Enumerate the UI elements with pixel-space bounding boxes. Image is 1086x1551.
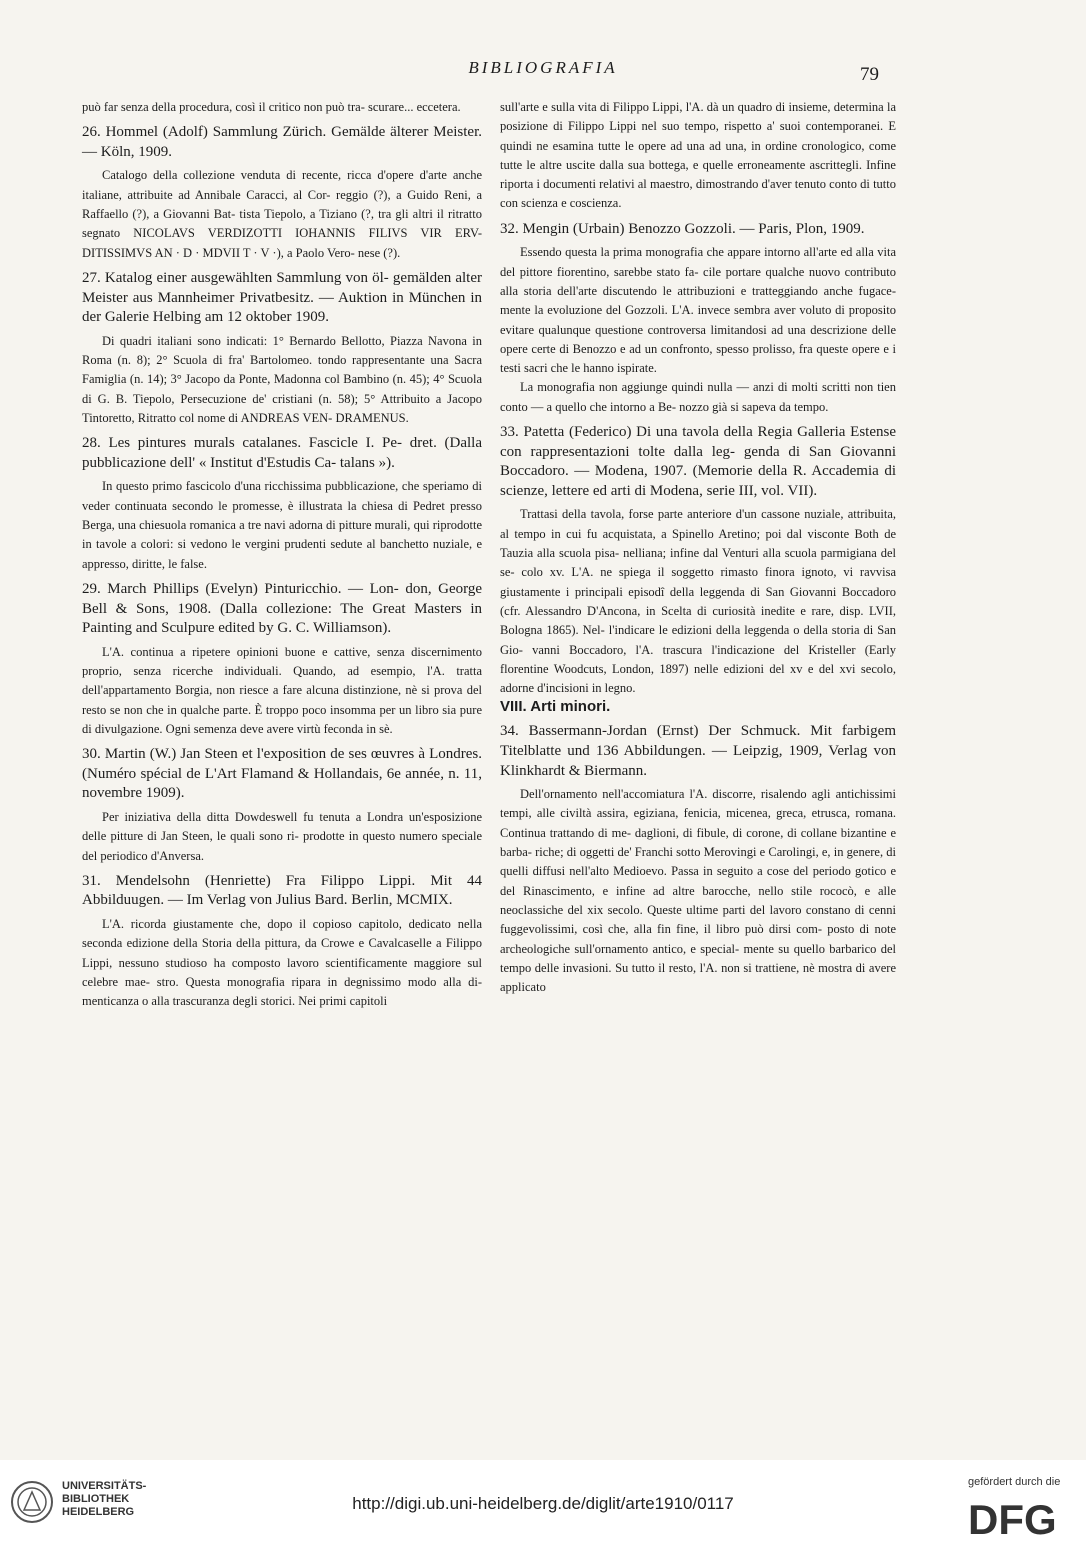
entry-31: 31. Mendelsohn (Henriette) Fra Filippo Lippi. Mit 44 Abbilduugen. — Im Verlag von Julius Bard. Berlin, MCMIX.	[82, 872, 482, 909]
right-column	[500, 98, 896, 997]
paragraph: Dell'ornamento nell'accomiatura l'A. discorre, risalendo agli antichissimi tempi, alle civiltà assira, egiziana, fenicia, micenea, greca, etrusca, romana. Continua trattando di me- daglioni, di fibule, di corone, di collane bizantine e barba- riche; di oggetti de' Franchi sotto Merovingi e Carolingi, e, in genere, di quelli diffusi nell'alto Medioevo. Passa in seguito a cose del periodo gotico e del Rinascimento, e infine ad altre barocche, nello stile rococò, e alle neoclassiche del xix secolo. Queste ultime parti del lavoro constano di cenni fuggevolissimi, così che, alla fin fine, il libro può dirsi com- posto di note archeologiche sull'ornamento antico, e special- mente su quello barbarico del tempo delle invasioni. Su tutto il resto, l'A. non si trattiene, nè mostra di avere applicato	[500, 787, 896, 995]
running-title: BIBLIOGRAFIA	[468, 58, 618, 77]
entry-26: 26. Hommel (Adolf) Sammlung Zürich. Gemälde älterer Meister. — Köln, 1909.	[82, 124, 482, 160]
page-number: 79	[860, 64, 879, 85]
entry-29: 29. March Phillips (Evelyn) Pinturicchio. — Lon- don, George Bell & Sons, 1908. (Dalla collezione: The Great Masters in Painting and Sculpure edited by G. C. Williamson).	[82, 580, 482, 637]
entry-34: 34. Bassermann-Jordan (Ernst) Der Schmuck. Mit farbigem Titelblatte und 136 Abbildungen. — Leipzig, 1909, Verlag von Klinkhardt & Biermann.	[500, 723, 896, 779]
paragraph: L'A. ricorda giustamente che, dopo il copioso capitolo, dedicato nella seconda edizione della Storia della pittura, da Crowe e Cavalcaselle a Filippo Lippi, nessuno studioso ha composto lavoro scientificamente maggiore sul celebre mae- stro. Questa monografia ripara in degnissimo modo alla di- menticanza o alla trascuranza degli storici. Nei primi capitoli	[82, 917, 482, 1009]
funding-note: gefördert durch die	[968, 1476, 1061, 1488]
library-name: UNIVERSITÄTS- BIBLIOTHEK HEIDELBERG	[62, 1480, 147, 1518]
left-column	[82, 98, 482, 1012]
entry-33: 33. Patetta (Federico) Di una tavola della Regia Galleria Estense con rappresentazioni tolte dalla leg- genda di San Giovanni Boccadoro. — Modena, 1907. (Memorie della R. Accademia di scienze, lettere ed arti di Modena, serie III, vol. VII).	[500, 424, 896, 499]
section-heading: VIII. Arti minori.	[500, 698, 611, 716]
paragraph: Di quadri italiani sono indicati: 1° Bernardo Bellotto, Piazza Navona in Roma (n. 8); 2° Scuola di fra' Bartolomeo. tondo rappresentante una Sacra Famiglia (n. 14); 3° Jacopo da Ponte, Madonna col Bambino (n. 45); 4° Scuola di G. B. Tiepolo, Persecuzione de' cristiani (n. 58); 5° Attribuito a Jacopo Tintoretto, Ritratto col nome di ANDREAS VEN- DRAMENUS.	[82, 333, 482, 425]
dfg-logo	[968, 1496, 1078, 1538]
paragraph: L'A. continua a ripetere opinioni buone e cattive, senza discernimento proprio, senza ricerche individuali. Quando, ad esempio, l'A. tratta dell'appartamento Borgia, non riesce a fare alcuna distinzione, nè si prova del resto se non che in qualche parte. È troppo poco insomma per un libro sia pure di divulgazione. Ogni semenza deve avere virtù feconda in sè.	[82, 644, 482, 736]
source-url[interactable]: http://digi.ub.uni-heidelberg.de/diglit/arte1910/0117	[352, 1494, 734, 1513]
paragraph: Essendo questa la prima monografia che appare intorno all'arte ed alla vita del pittore fiorentino, sarebbe stato fa- cile portare qualche nuovo contributo alla storia dell'arte discutendo le attribuzioni e tratteggiando anche fugace- mente la evoluzione del Gozzoli. L'A. invece sembra aver voluto di proposito evitare qualunque questione controversa limitandosi ad una descrizione delle opere certe di Benozzo e ad un confronto, spesso prolisso, fra queste opere e i testi sacri che le hanno ispirate.	[500, 245, 896, 376]
paragraph: può far senza della procedura, così il critico non può tra- scurare... eccetera.	[82, 100, 461, 114]
paragraph: Per iniziativa della ditta Dowdeswell fu tenuta a Londra un'esposizione delle pitture di Jan Steen, le quali sono ri- prodotte in questo numero speciale del periodico d'Anversa.	[82, 809, 482, 863]
dfg-logo-text: DFG	[968, 1496, 1057, 1538]
footer	[0, 1460, 1086, 1551]
entry-28: 28. Les pintures murals catalanes. Fascicle I. Pe- dret. (Dalla pubblicazione dell' « Institut d'Estudis Ca- talans »).	[82, 435, 482, 471]
paragraph: sull'arte e sulla vita di Filippo Lippi, l'A. dà un quadro di insieme, determina la posizione di Filippo Lippi nel suo tempo, rispetto a' suoi contemporanei. E quindi ne esamina tutte le opere ad una ad una, in ordine cronologico, come tutte le altre uscite dalla sua bottega, e quelle erroneamente ascrittegli. Infine riporta i documenti relativi al maestro, dimostrando d'aver tenuto conto di tutto con scienza e coscienza.	[500, 100, 896, 211]
paragraph: In questo primo fascicolo d'una ricchissima pubblicazione, che speriamo di veder continuata secondo le promesse, è illustrata la chiesa di Pedret presso Berga, una chiesuola romanica a tre navi adorna di pitture murali, qui riprodotte in tavole a colori: si vedono le vergini prudenti sedute al banchetto nuziale, e appresso, diritte, le false.	[82, 479, 482, 571]
entry-27: 27. Katalog einer ausgewählten Sammlung von öl- gemälden alter Meister aus Mannheimer Privatbesitz. — Auktion in München in der Galerie Helbing am 12 oktober 1909.	[82, 269, 482, 326]
entry-30: 30. Martin (W.) Jan Steen et l'exposition de ses œuvres à Londres. (Numéro spécial de L'Art Flamand & Hollandais, 6e année, n. 11, novembre 1909).	[82, 746, 482, 802]
paragraph: Trattasi della tavola, forse parte anteriore d'un cassone nuziale, attribuita, al tempo in cui fu acquistata, a Spinello Aretino; poi dal visconte Both de Tauzia alla scuola pisa- nelliana; infine dal Venturi alla scuola parmigiana del se- colo xv. L'A. ne spiega il soggetto rimasto finora ignoto, vi ravvisa giustamente i principali episodî della leggenda di San Giovanni Boccadoro (cfr. Alessandro D'Ancona, in Scelta di curiosità inedite e rare, disp. LVII, Bologna 1865). Nel- l'indicare le edizioni della leggenda o della storia di San Gio- vanni Boccadoro, l'A. trascura l'indicazione del Kristeller (Early florentine Woodcuts, London, 1897) nelle edizioni del xv e del xvi secolo, adorne d'incisioni in legno.	[500, 507, 896, 696]
paragraph: La monografia non aggiunge quindi nulla — anzi di molti scritti non tien conto — a quello che intorno a Be- nozzo già si sapeva da tempo.	[500, 380, 896, 414]
entry-32: 32. Mengin (Urbain) Benozzo Gozzoli. — Paris, Plon, 1909.	[500, 220, 865, 237]
paragraph: Catalogo della collezione venduta di recente, ricca d'opere d'arte anche italiane, attribuite ad Annibale Caracci, al Cor- reggio (?), a Guido Reni, a Raffaello (?), a Giovanni Bat- tista Tiepolo, a Tiziano (?, tra gli altri il ritratto segnato NICOLAVS VERDIZOTTI IOHANNIS FILIVS VIR ERV- DITISSIMVS AN · D · MDVII T · V ·), a Paolo Vero- nese (?).	[82, 168, 482, 260]
